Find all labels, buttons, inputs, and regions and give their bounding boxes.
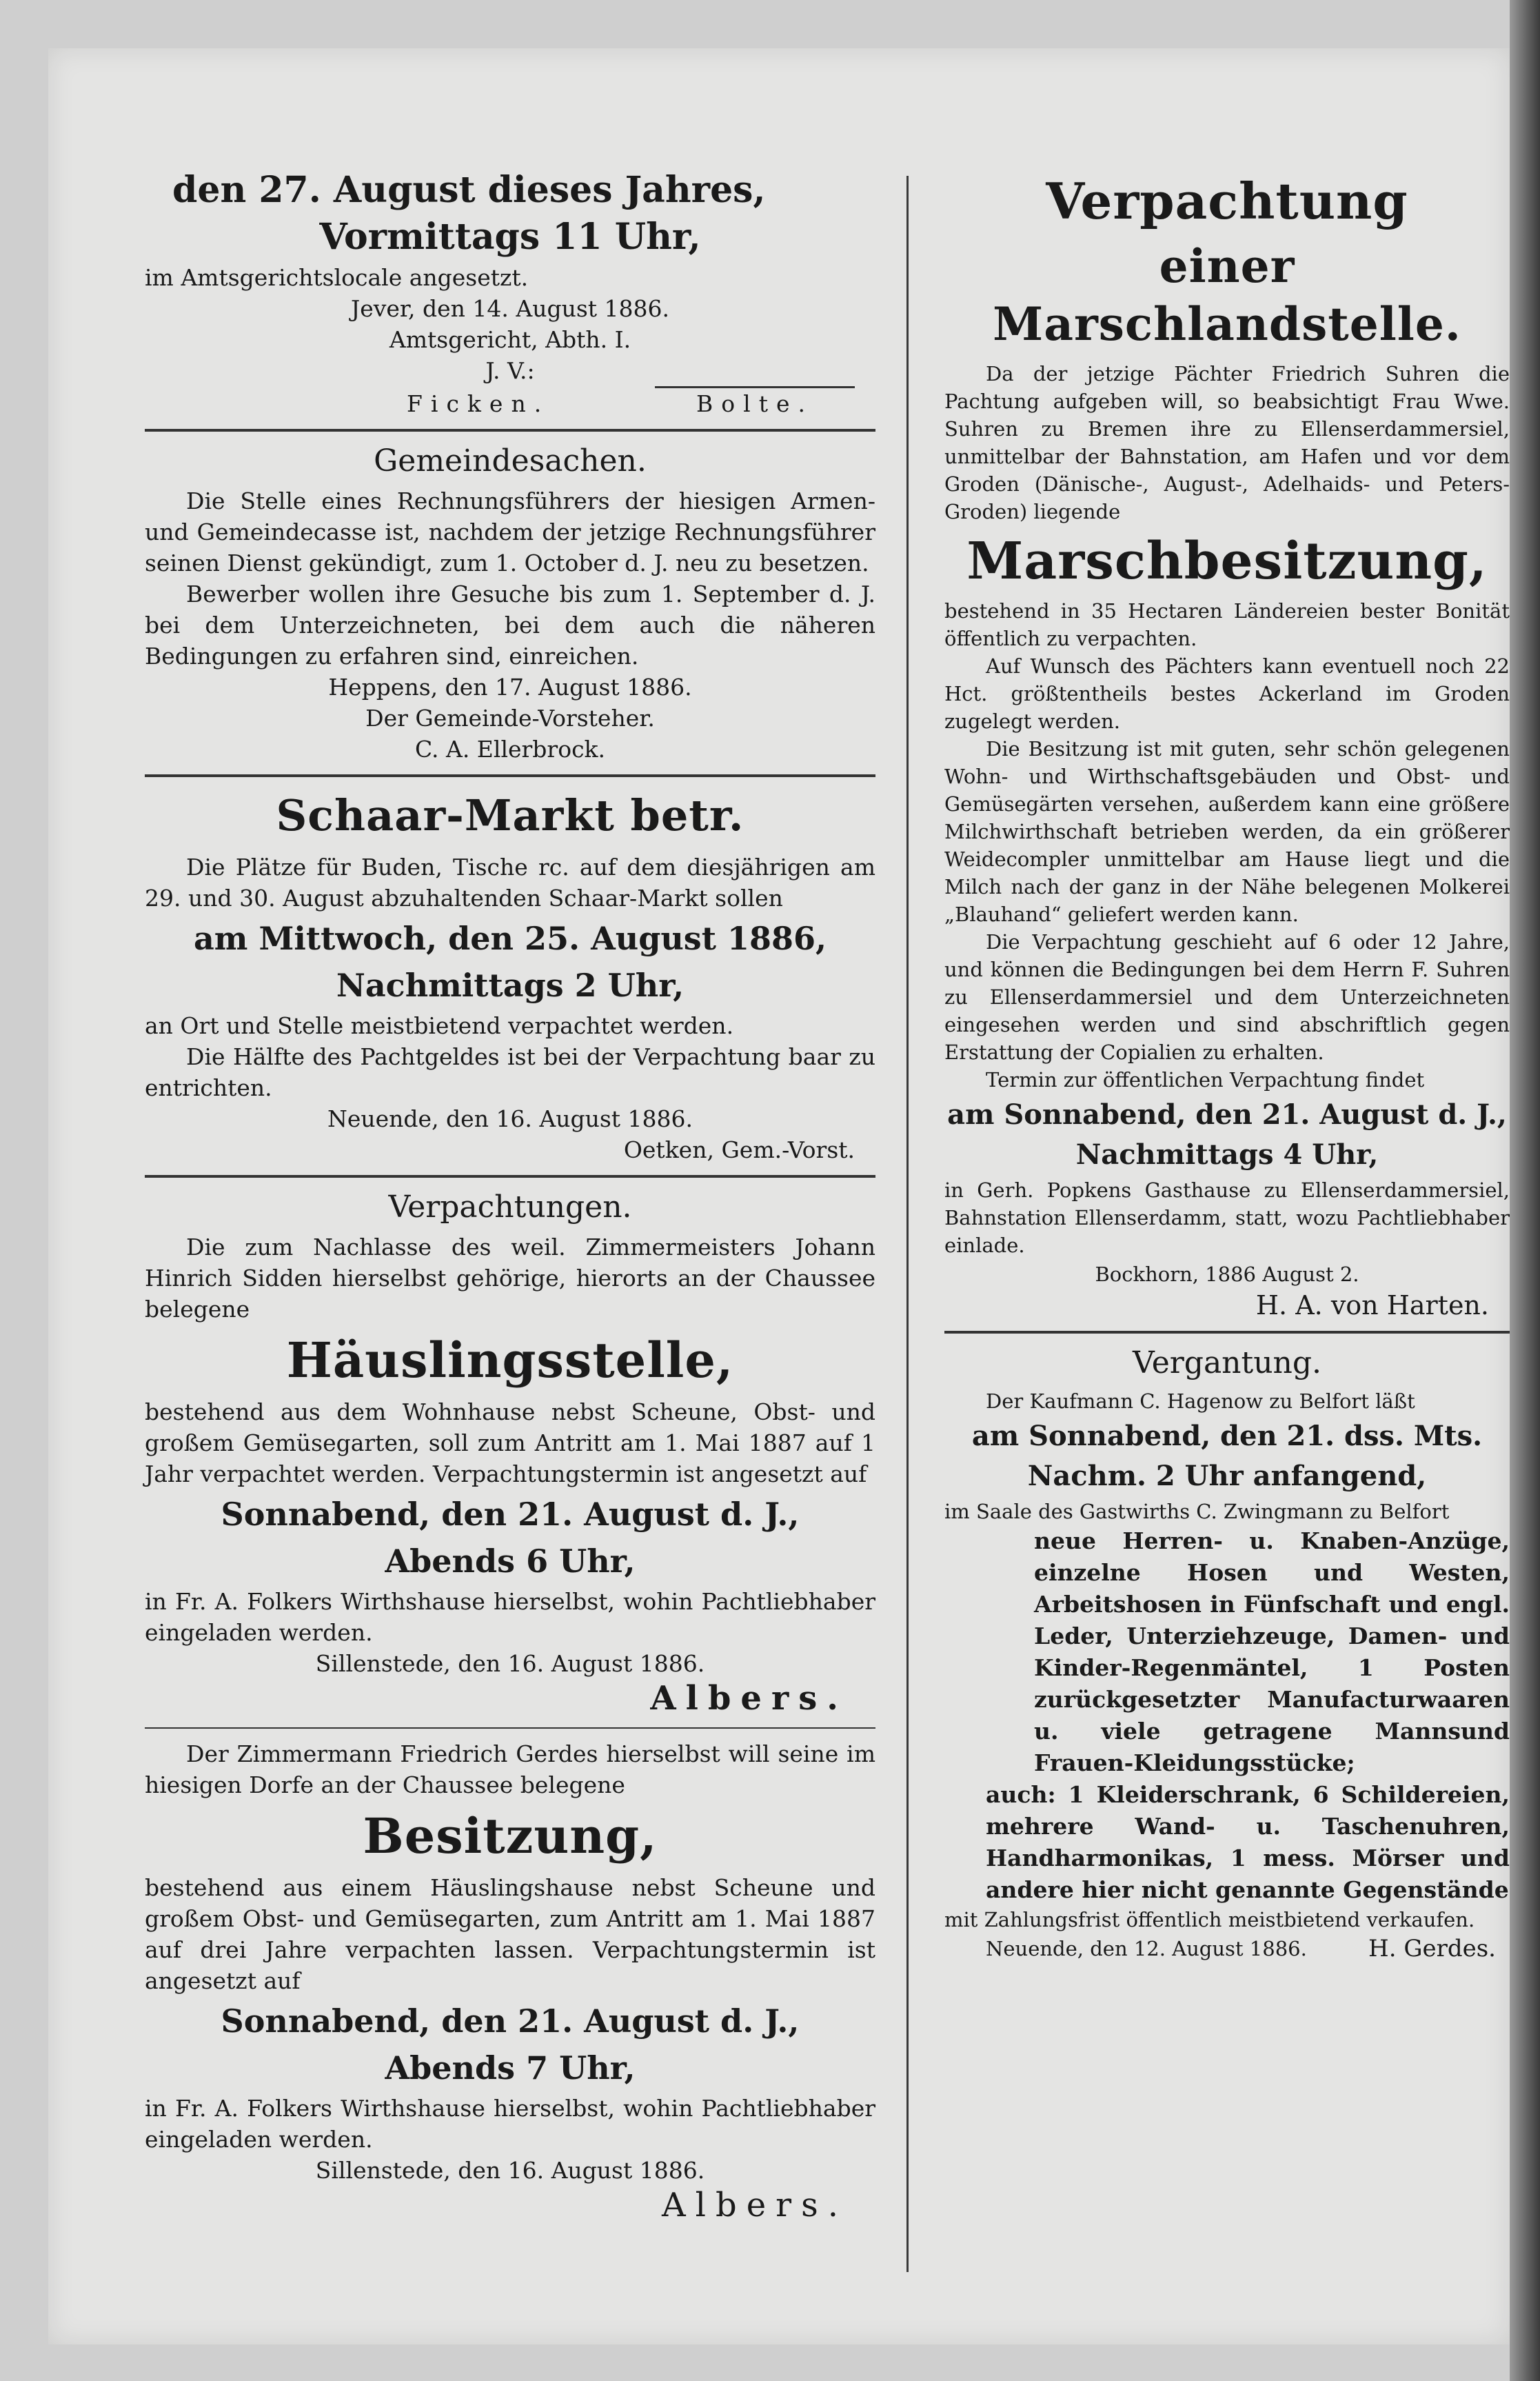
notice-office: Amtsgericht, Abth. I. — [389, 326, 631, 353]
notice-time-big: Nachmittags 4 Uhr, — [1075, 1138, 1379, 1171]
notice-schaarmarkt — [145, 787, 875, 1165]
notice-text: Bewerber wollen ihre Gesuche bis zum 1. September d. J. bei dem Unterzeichneten, bei dem auch die näheren Bedingungen zu erfahren sind, einreichen. — [145, 581, 875, 670]
notice-date: Neuende, den 16. August 1886. — [327, 1105, 693, 1132]
divider — [944, 1331, 1510, 1334]
notice-text: Der Kaufmann C. Hagenow zu Belfort läßt — [986, 1389, 1415, 1413]
notice-date-big: am Mittwoch, den 25. August 1886, — [193, 920, 827, 957]
notice-verpachtungen — [145, 1187, 875, 1718]
page-edge — [1510, 0, 1540, 2381]
notice-headline: Besitzung, — [363, 1807, 658, 1865]
notice-pv: J. V.: — [485, 357, 535, 384]
notice-text: Die zum Nachlasse des weil. Zimmermeisters Johann Hinrich Sidden hierselbst gehörige, hierorts an der Chaussee belegene — [145, 1234, 875, 1323]
notice-title: Gemeindesachen. — [374, 443, 647, 479]
notice-title: Verpachtungen. — [388, 1189, 632, 1225]
notice-text: im Saale des Gastwirths C. Zwingmann zu Belfort — [944, 1500, 1450, 1523]
notice-title: Vergantung. — [1132, 1345, 1322, 1380]
notice-text: mit Zahlungsfrist öffentlich meistbietend verkaufen. — [944, 1908, 1475, 1931]
notice-time-big: Nachm. 2 Uhr anfangend, — [1027, 1460, 1427, 1492]
notice-text: in Fr. A. Folkers Wirthshause hierselbst, wohin Pachtliebhaber eingeladen werden. — [145, 1588, 875, 1646]
notice-text: Die Stelle eines Rechnungsführers der hiesigen Armen- und Gemeindecasse ist, nachdem der jetzige Rechnungsführer seinen Dienst gekündigt, zum 1. October d. J. neu zu besetzen. — [145, 488, 875, 576]
divider — [145, 1175, 875, 1178]
notice-text: in Gerh. Popkens Gasthause zu Ellenserdammersiel, Bahnstation Ellenserdamm, statt, wozu Pachtliebhaber einlade. — [944, 1178, 1510, 1257]
notice-text: Termin zur öffentlichen Verpachtung findet — [986, 1068, 1425, 1092]
notice-headline: Häuslingsstelle, — [286, 1332, 734, 1389]
notice-text: Die Hälfte des Pachtgeldes ist bei der Verpachtung baar zu entrichten. — [145, 1043, 875, 1101]
notice-text: bestehend in 35 Hectaren Ländereien bester Bonität öffentlich zu verpachten. — [944, 599, 1510, 650]
notice-date: Heppens, den 17. August 1886. — [328, 674, 692, 701]
column-divider — [906, 176, 909, 2272]
notice-text: Der Zimmermann Friedrich Gerdes hierselbst will seine im hiesigen Dorfe an der Chaussee belegene — [145, 1740, 875, 1798]
notice-date: Neuende, den 12. August 1886. — [986, 1937, 1307, 1960]
divider — [145, 774, 875, 777]
notice-name: H. Gerdes. — [1368, 1935, 1496, 1962]
notice-time-big: Abends 6 Uhr, — [385, 1543, 636, 1580]
notice-line: den 27. August dieses Jahres, — [172, 169, 766, 211]
right-column — [944, 165, 1510, 1965]
notice-text: in Fr. A. Folkers Wirthshause hierselbst, wohin Pachtliebhaber eingeladen werden. — [145, 2095, 875, 2153]
notice-role: Der Gemeinde-Vorsteher. — [365, 705, 655, 732]
notice-date-big: Sonnabend, den 21. August d. J., — [221, 1496, 800, 1533]
signature-left: Ficken. — [407, 390, 550, 417]
notice-marschland — [944, 172, 1510, 1321]
notice-items: neue Herren- u. Knaben-Anzüge, einzelne Hosen und Westen, Arbeitshosen in Fünfschaft und engl. Leder, Unterziehzeuge, Damen- und Kinder-Regenmäntel, 1 Posten zurückgesetzter Manufacturwaaren u. viele getragene Mannsund Frauen-Kleidungsstücke; — [1034, 1527, 1510, 1776]
notice-title: Schaar-Markt betr. — [276, 790, 744, 841]
notice-time-big: Nachmittags 2 Uhr, — [336, 967, 685, 1004]
notice-text: Die Besitzung ist mit guten, sehr schön gelegenen Wohn- und Wirthschaftsgebäuden und Obst- und Gemüsegärten versehen, außerdem kann eine größere Milchwirthschaft betrieben werden, da ein größerer Weidecompler unmittelbar am Hause liegt und die Milch nach der ganz in der Nähe belegenen Molkerei „Blauhand“ geliefert werden kann. — [944, 737, 1510, 926]
notice-text: Die Plätze für Buden, Tische rc. auf dem diesjährigen am 29. und 30. August abzuhaltenden Schaar-Markt sollen — [145, 854, 875, 912]
notice-name: Albers. — [650, 1679, 848, 1718]
notice-name: C. A. Ellerbrock. — [414, 736, 606, 763]
notice-date: Sillenstede, den 16. August 1886. — [315, 2157, 705, 2184]
notice-court — [145, 168, 875, 419]
notice-gemeinde — [145, 441, 875, 765]
notice-besitzung — [145, 1738, 875, 2224]
notice-text: im Amtsgerichtslocale angesetzt. — [145, 264, 529, 291]
notice-text: Auf Wunsch des Pächters kann eventuell noch 22 Hct. größtentheils bestes Ackerland im Groden zugelegt werden. — [944, 654, 1510, 733]
notice-date: Jever, den 14. August 1886. — [350, 295, 670, 322]
notice-name: Albers. — [662, 2186, 848, 2224]
notice-line: Vormittags 11 Uhr, — [319, 216, 701, 258]
notice-text: Die Verpachtung geschieht auf 6 oder 12 Jahre, und können die Bedingungen bei dem Herrn F. Suhren zu Ellenserdammersiel und dem Unterzeichneten eingesehen werden und sind abschriftlich gegen Erstattung der Copialien zu erhalten. — [944, 930, 1510, 1064]
notice-text: bestehend aus einem Häuslingshause nebst Scheune und großem Obst- und Gemüsegarten, zum Antritt am 1. Mai 1887 auf drei Jahre verpachten lassen. Verpachtungstermin ist angesetzt auf — [145, 1874, 875, 1994]
notice-time-big: Abends 7 Uhr, — [385, 2049, 636, 2087]
signature-right: Bolte. — [655, 386, 855, 419]
notice-date-big: am Sonnabend, den 21. dss. Mts. — [971, 1420, 1483, 1452]
notice-text: Da der jetzige Pächter Friedrich Suhren die Pachtung aufgeben will, so beabsichtigt Frau Wwe. Suhren zu Bremen ihre zu Ellenserdammersiel, unmittelbar der Bahnstation, am Hafen und vor dem Groden (Dänische-, August-, Adelhaids- und Peters-Groden) liegende — [944, 362, 1510, 523]
notice-headline: Marschbesitzung, — [966, 532, 1488, 591]
notice-text: bestehend aus dem Wohnhause nebst Scheune, Obst- und großem Gemüsegarten, soll zum Antritt am 1. Mai 1887 auf 1 Jahr verpachtet werden. Verpachtungstermin ist angesetzt auf — [145, 1398, 875, 1487]
notice-items: auch: 1 Kleiderschrank, 6 Schildereien, mehrere Wand- u. Taschenuhren, Handharmonikas, 1 mess. Mörser und andere hier nicht genannte Gegenstände — [986, 1781, 1510, 1903]
notice-title: Verpachtung — [1046, 172, 1408, 230]
notice-date: Sillenstede, den 16. August 1886. — [315, 1650, 705, 1677]
notice-name: H. A. von Harten. — [1255, 1290, 1489, 1320]
notice-date-big: am Sonnabend, den 21. August d. J., — [947, 1098, 1507, 1131]
divider — [145, 1727, 875, 1729]
left-column — [145, 165, 875, 2224]
notice-date: Bockhorn, 1886 August 2. — [1095, 1263, 1359, 1286]
notice-date-big: Sonnabend, den 21. August d. J., — [221, 2002, 800, 2040]
notice-text: an Ort und Stelle meistbietend verpachtet werden. — [145, 1012, 734, 1039]
notice-vergantung — [944, 1343, 1510, 1965]
notice-title: einer Marschlandstelle. — [993, 239, 1461, 351]
divider — [145, 429, 875, 432]
notice-name: Oetken, Gem.-Vorst. — [623, 1136, 855, 1163]
